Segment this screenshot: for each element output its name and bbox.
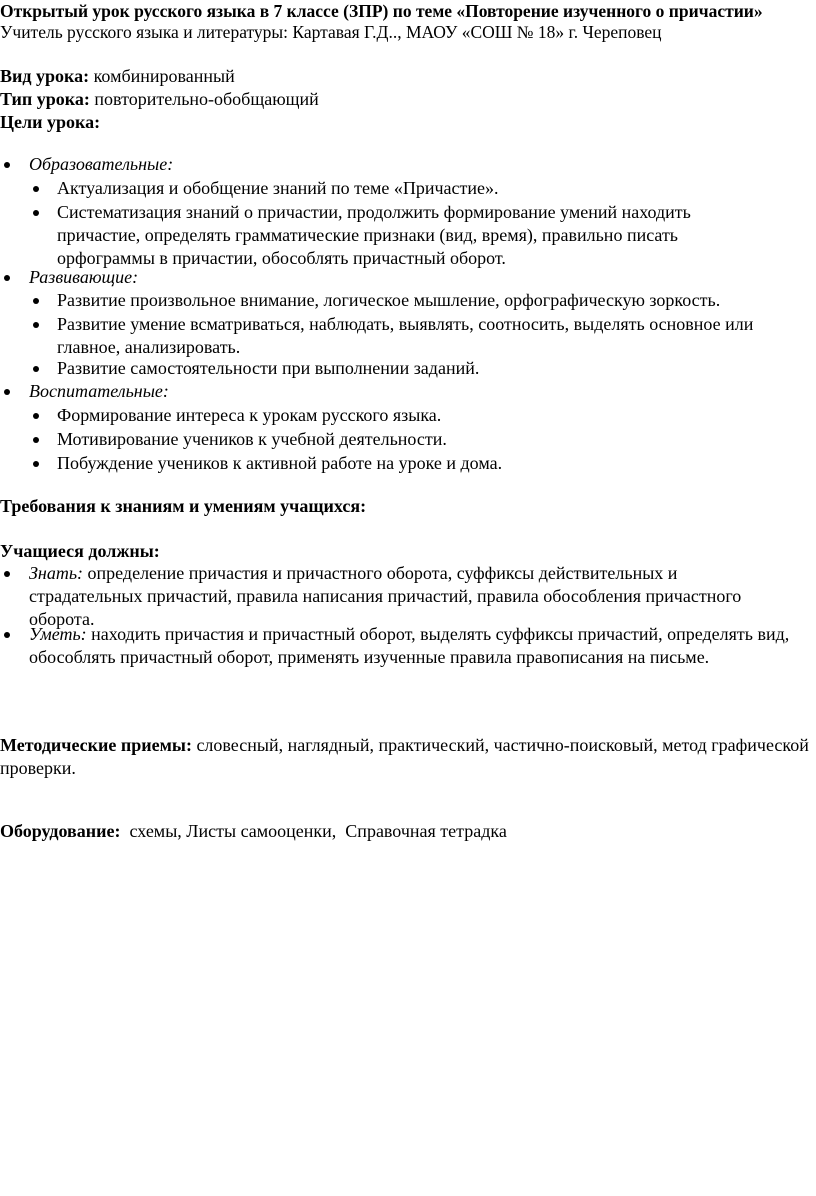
list-item: Формирование интереса к урокам русского языка.	[57, 405, 442, 425]
bullet-icon	[33, 366, 39, 372]
bullet-icon	[4, 275, 10, 281]
list-item: Систематизация знаний о причастии, продолжить формирование умений находить причастие, определять грамматические признаки (вид, время), правильно писать орфограммы в причастии, обособлять причастный оборот.	[57, 202, 691, 268]
bullet-icon	[4, 162, 10, 168]
goal-group-developmental-title: Развивающие:	[29, 267, 139, 287]
goals-heading: Цели урока:	[0, 112, 101, 132]
can-label: Уметь:	[29, 624, 87, 644]
list-item: Мотивирование учеников к учебной деятельности.	[57, 429, 447, 449]
requirement-know	[29, 562, 789, 631]
requirements-heading: Требования к знаниям и умениям учащихся:	[0, 496, 367, 516]
bullet-icon	[33, 210, 39, 216]
lesson-type-label: Тип урока:	[0, 89, 90, 109]
students-heading: Учащиеся должны:	[0, 541, 160, 561]
know-text: определение причастия и причастного оборота, суффиксы действительных и страдательных причастий, правила написания причастий, правила обособления причастного оборота.	[29, 563, 742, 629]
document-title: Открытый урок русского языка в 7 классе (ЗПР) по теме «Повторение изученного о причастии»	[0, 1, 763, 21]
methods-value: словесный, наглядный, практический, частично-поисковый, метод графической проверки.	[0, 735, 809, 778]
bullet-icon	[33, 413, 39, 419]
lesson-type-value: повторительно-обобщающий	[89, 89, 319, 109]
goal-group-educational-title: Образовательные:	[29, 154, 174, 174]
goal-group-upbringing-title: Воспитательные:	[29, 381, 169, 401]
list-item: Актуализация и обобщение знаний по теме «Причастие».	[57, 178, 499, 198]
bullet-icon	[4, 571, 10, 577]
list-item: Побуждение учеников к активной работе на уроке и дома.	[57, 453, 503, 473]
list-item: Развитие самостоятельности при выполнении заданий.	[57, 358, 480, 378]
bullet-icon	[4, 389, 10, 395]
bullet-icon	[33, 322, 39, 328]
can-text: находить причастия и причастный оборот, выделять суффиксы причастий, определять вид, обособлять причастный оборот, применять изученные правила правописания на письме.	[29, 624, 790, 667]
requirement-can	[29, 623, 814, 669]
equipment-value: схемы, Листы самооценки, Справочная тетрадка	[120, 821, 507, 841]
lesson-type	[0, 88, 319, 111]
lesson-kind-label: Вид урока:	[0, 66, 90, 86]
equipment-line	[0, 820, 507, 843]
bullet-icon	[33, 298, 39, 304]
teacher-line: Учитель русского языка и литературы: Картавая Г.Д.., МАОУ «СОШ № 18» г. Череповец	[0, 22, 662, 42]
bullet-icon	[33, 461, 39, 467]
bullet-icon	[33, 437, 39, 443]
list-item: Развитие произвольное внимание, логическое мышление, орфографическую зоркость.	[57, 290, 721, 310]
know-label: Знать:	[29, 563, 84, 583]
methods-line	[0, 734, 812, 780]
bullet-icon	[33, 186, 39, 192]
lesson-kind	[0, 65, 235, 88]
lesson-kind-value: комбинированный	[89, 66, 235, 86]
list-item: Развитие умение всматриваться, наблюдать, выявлять, соотносить, выделять основное или главное, анализировать.	[57, 314, 754, 357]
bullet-icon	[4, 632, 10, 638]
equipment-label: Оборудование:	[0, 821, 121, 841]
methods-label: Методические приемы:	[0, 735, 192, 755]
